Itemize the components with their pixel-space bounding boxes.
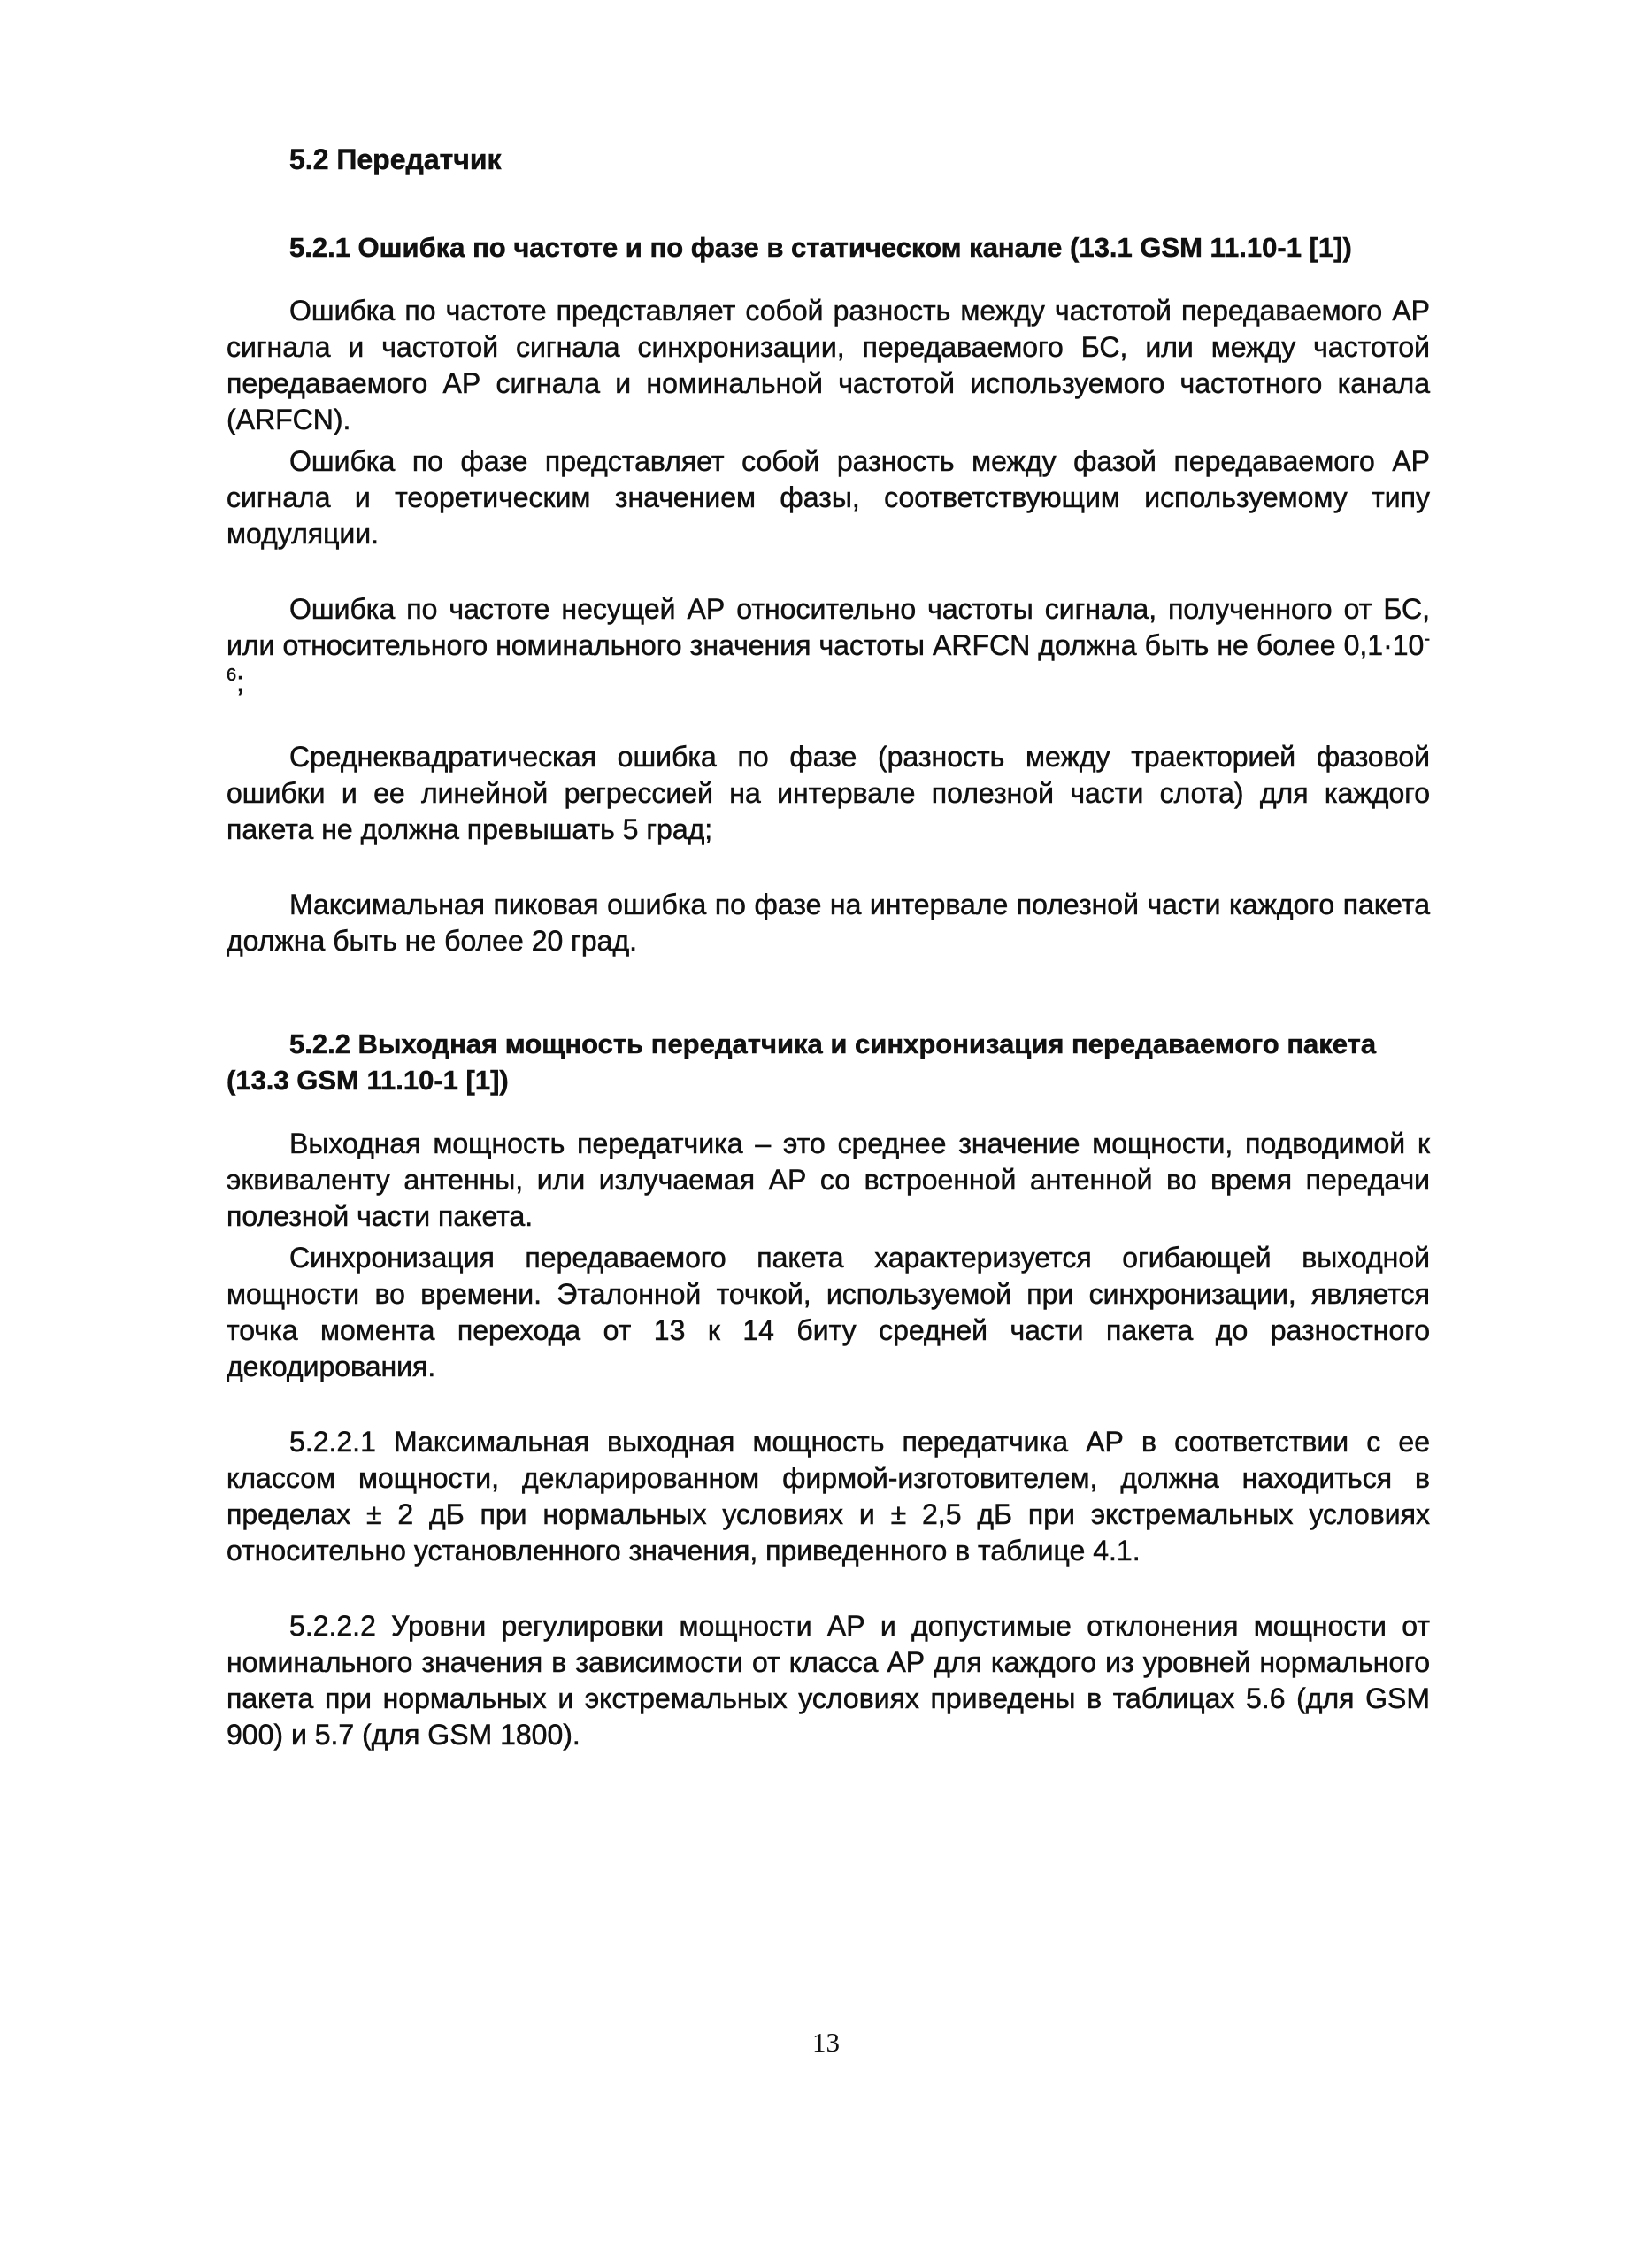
paragraph-frequency-error-definition: Ошибка по частоте представляет собой разность между частотой передаваемого АР сигнала и частотой сигнала синхронизации, передаваемого БС, или между частотой передаваемого АР сигнала и номинальной частотой используемого частотного канала (ARFCN).	[227, 295, 1430, 435]
paragraph-power-control-levels: 5.2.2.2 Уровни регулировки мощности АР и допустимые отклонения мощности от номинального значения в зависимости от класса АР для каждого из уровней нормального пакета при нормальных и экстремальных условиях приведены в таблицах 5.6 (для GSM 900) и 5.7 (для GSM 1800).	[227, 1610, 1430, 1751]
paragraph-max-output-power: 5.2.2.1 Максимальная выходная мощность передатчика АР в соответствии с ее классом мощности, декларированном фирмой-изготовителем, должна находиться в пределах ± 2 дБ при нормальных условиях и ± 2,5 дБ при экстремальных условиях относительно установленного значения, приведенного в таблице 4.1.	[227, 1426, 1430, 1567]
paragraph-output-power-definition: Выходная мощность передатчика – это среднее значение мощности, подводимой к эквиваленту антенны, или излучаемая АР со встроенной антенной во время передачи полезной части пакета.	[227, 1128, 1430, 1232]
frequency-error-limit-text: Ошибка по частоте несущей АР относительно частоты сигнала, полученного от БС, или относительного номинального значения частоты ARFCN должна быть не более 0,1·10	[227, 593, 1430, 661]
paragraph-frequency-error-limit	[227, 591, 1430, 700]
subsection-heading-5-2-2: 5.2.2 Выходная мощность передатчика и синхронизация передаваемого пакета (13.3 GSM 11.10-1 [1])	[227, 1028, 1377, 1096]
subsection-heading-5-2-1: 5.2.1 Ошибка по частоте и по фазе в статическом канале (13.1 GSM 11.10-1 [1])	[289, 232, 1352, 263]
section-heading: 5.2 Передатчик	[289, 143, 502, 175]
paragraph-burst-timing-definition: Синхронизация передаваемого пакета характеризуется огибающей выходной мощности во времени. Эталонной точкой, используемой при синхронизации, является точка момента перехода от 13 к 14 биту средней части пакета до разностного декодирования.	[227, 1242, 1430, 1382]
frequency-error-exponent: -6	[227, 629, 1430, 685]
page-body	[227, 142, 1430, 1753]
frequency-error-limit-tail: ;	[236, 666, 245, 697]
paragraph-phase-error-definition: Ошибка по фазе представляет собой разность между фазой передаваемого АР сигнала и теоретическим значением фазы, соответствующим используемому типу модуляции.	[227, 445, 1430, 550]
paragraph-rms-phase-error: Среднеквадратическая ошибка по фазе (разность между траекторией фазовой ошибки и ее линейной регрессией на интервале полезной части слота) для каждого пакета не должна превышать 5 град;	[227, 741, 1430, 845]
paragraph-peak-phase-error: Максимальная пиковая ошибка по фазе на интервале полезной части каждого пакета должна быть не более 20 град.	[227, 889, 1430, 957]
page-number: 13	[812, 2027, 840, 2058]
